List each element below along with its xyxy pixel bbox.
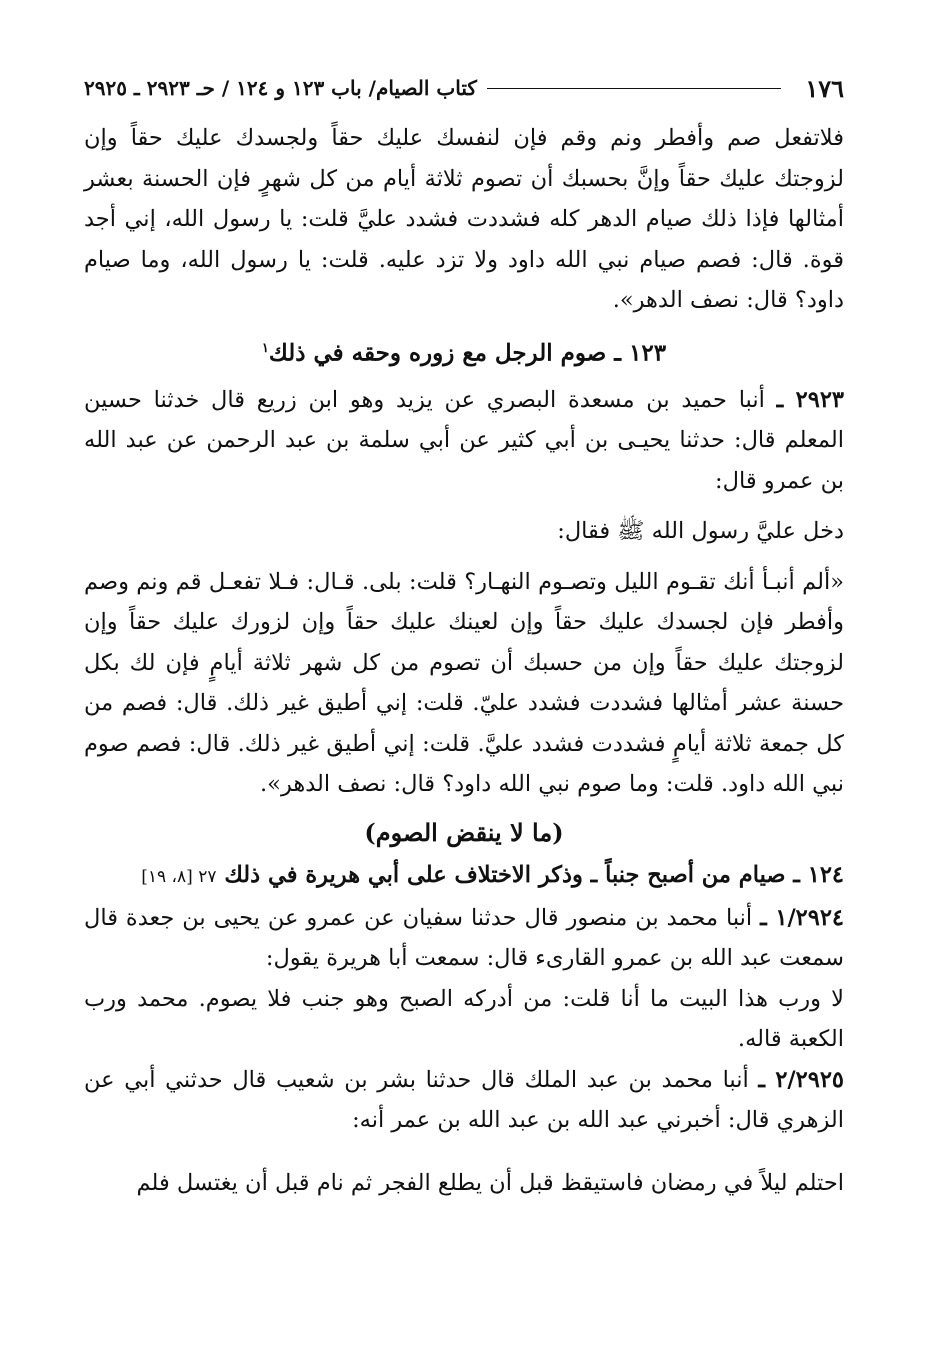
hadith-2924-isnad xyxy=(84,898,844,979)
chapter-heading-124-text: ١٢٤ ـ صيام من أصبح جنباً ـ وذكر الاختلاف على أبي هريرة في ذلك xyxy=(224,862,844,889)
chapter-heading-124 xyxy=(84,855,844,898)
header-rule xyxy=(487,88,781,89)
running-title: كتاب الصيام/ باب ١٢٣ و ١٢٤ / حـ ٢٩٢٣ ـ ٢٩٢٥ xyxy=(84,76,477,100)
hadith-2923-isnad xyxy=(84,380,844,502)
body-text xyxy=(84,118,844,1203)
hadith-2925-matn: احتلم ليلاً في رمضان فاستيقظ قبل أن يطلع الفجر ثم نام قبل أن يغتسل فلم xyxy=(136,1169,844,1196)
hadith-2924-matn: لا ورب هذا البيت ما أنا قلت: من أدركه الصبح وهو جنب فلا يصوم. محمد ورب الكعبة قاله. xyxy=(84,985,844,1053)
paragraph-continuation: فلاتفعل صم وأفطر ونم وقم فإن لنفسك عليك حقاً ولجسدك عليك حقاً وإن لزوجتك عليك حقاً وإنَّ بحسبك أن تصوم ثلاثة أيام من كل شهرٍ فإن الحسنة بعشر أمثالها فإذا ذلك صيام الدهر كله فشددت فشدد عليَّ قلت: يا رسول الله، إني أجد قوة. قال: فصم صيام نبي الله داود ولا تزد عليه. قلت: يا رسول الله، وما صيام داود؟ قال: نصف الدهر». xyxy=(84,125,844,313)
spacer xyxy=(84,1141,844,1163)
footnote-marker: ١ xyxy=(261,340,269,356)
section-title: (ما لا ينقض الصوم) xyxy=(364,817,564,847)
hadith-2923-isnad-text: أنبا حميد بن مسعدة البصري عن يزيد وهو ابن زريع قال خدثنا حسين المعلم قال: حدثنا يحيـى بن أبي كثير عن أبي سلمة بن عبد الرحمن عن عبد الله بن عمرو قال: xyxy=(84,386,844,494)
hadith-2923-intro: دخل عليَّ رسول الله ﷺ فقال: xyxy=(557,518,844,545)
hadith-number-2924: ١/٢٩٢٤ ـ xyxy=(760,904,845,931)
chapter-heading-123 xyxy=(84,329,844,374)
page-header xyxy=(84,70,844,106)
chapter-heading-123-text: ١٢٣ ـ صوم الرجل مع زوره وحقه في ذلك xyxy=(268,339,667,367)
hadith-2923-matn: «ألم أنبـأ أنك تقـوم الليل وتصـوم النهـار؟ قلت: بلى. قـال: فـلا تفعـل قم ونم وصم وأفطر فإن لجسدك عليك حقاً وإن لعينك عليك حقاً وإن لزورك عليك حقاً وإن لزوجتك عليك حقاً وإن من حسبك أن تصوم من كل شهر ثلاثة أيامٍ فإن لك بكل حسنة عشر أمثالها فشددت فشدد عليّ. قلت: إني أطيق غير ذلك. قال: فصم من كل جمعة ثلاثة أيامٍ فشددت فشدد عليَّ. قلت: إني أطيق غير ذلك. قال: فصم صوم نبي الله داود. قلت: وما صوم نبي الله داود؟ قال: نصف الدهر». xyxy=(84,568,845,798)
hadith-2925-isnad-text: أنبا محمد بن عبد الملك قال حدثنا بشر بن شعيب قال حدثني أبي عن الزهري قال: أخبرني عبد الله بن عبد الله بن عمر أنه: xyxy=(84,1066,844,1134)
hadith-number-2923: ٢٩٢٣ ـ xyxy=(776,386,844,413)
chapter-heading-124-ref: ٢٧ [٨، ١٩] xyxy=(141,867,217,888)
hadith-2925-isnad xyxy=(84,1060,844,1141)
hadith-number-2925: ٢/٢٩٢٥ ـ xyxy=(758,1066,844,1093)
page-number: ١٧٦ xyxy=(805,73,844,103)
spacer xyxy=(84,552,844,562)
spacer xyxy=(84,501,844,511)
hadith-2924-isnad-text: أنبا محمد بن منصور قال حدثنا سفيان عن عمرو عن يحيى بن جعدة قال سمعت عبد الله بن عمرو القارىء قال: سمعت أبا هريرة يقول: xyxy=(84,904,844,972)
